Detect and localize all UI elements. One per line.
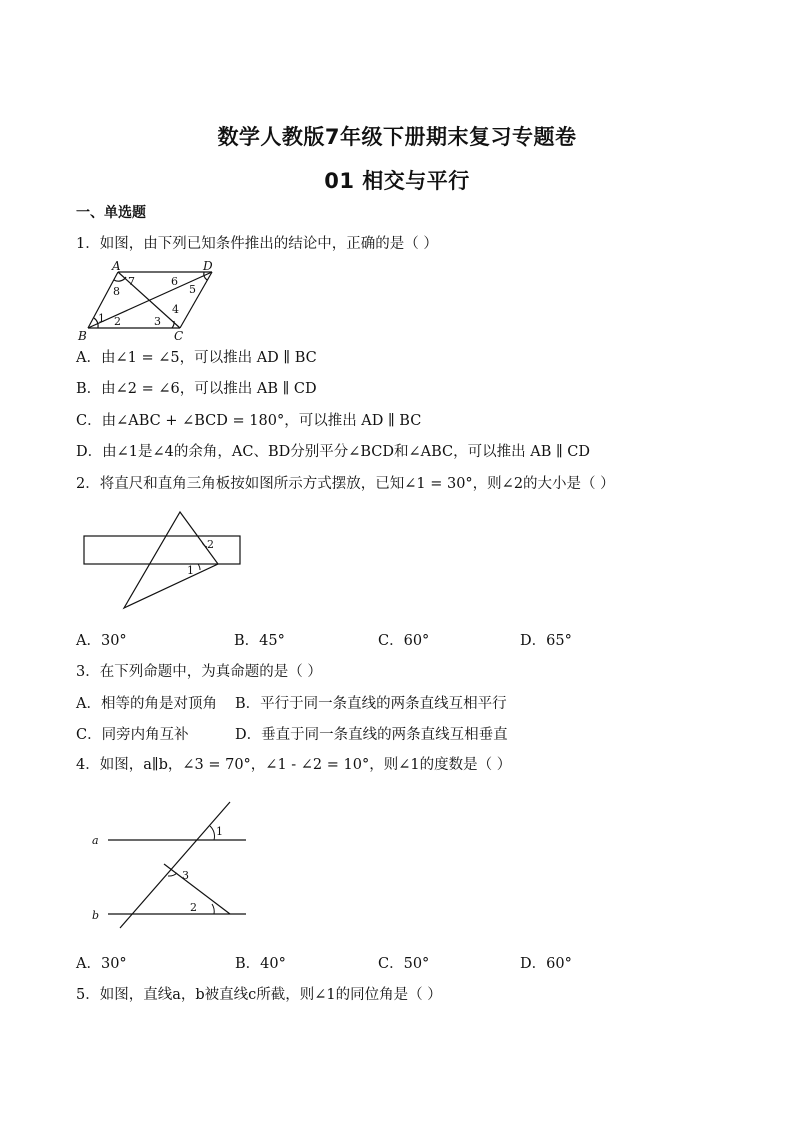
q1-figure (76, 258, 226, 344)
q1-label-c: C (174, 329, 184, 343)
q4-label-3: 3 (182, 869, 189, 882)
q1-option-c: C．由∠ABC + ∠BCD = 180°，可以推出 AD ∥ BC (76, 413, 422, 429)
q1-option-d: D．由∠1是∠4的余角，AC、BD分别平分∠BCD和∠ABC，可以推出 AB ∥ CD (76, 444, 591, 460)
q1-label-4: 4 (172, 303, 179, 316)
q1-arc-d (204, 272, 207, 280)
q1-label-b: B (78, 329, 87, 343)
q1-label-5: 5 (189, 283, 196, 296)
page-subtitle: 01 相交与平行 (324, 169, 470, 193)
q1-label-7: 7 (128, 275, 135, 288)
q2-option-c: C．60° (378, 633, 430, 649)
q2-ruler (84, 536, 240, 564)
q2-option-a: A．30° (76, 633, 127, 649)
q3-option-c: C．同旁内角互补 (76, 727, 189, 743)
q3-option-a: A．相等的角是对顶角 (76, 696, 217, 712)
q3-option-d: D．垂直于同一条直线的两条直线互相垂直 (235, 727, 508, 743)
q4-label-1: 1 (216, 825, 223, 838)
q2-label-1: 1 (187, 564, 194, 577)
q1-label-a: A (112, 259, 121, 273)
q2-stem: 2．将直尺和直角三角板按如图所示方式摆放，已知∠1 = 30°，则∠2的大小是（ ） (76, 476, 615, 492)
q1-label-1: 1 (98, 312, 105, 325)
q2-figure (80, 508, 246, 612)
q4-option-b: B．40° (235, 956, 286, 972)
q4-label-2: 2 (190, 901, 197, 914)
q1-option-b: B．由∠2 = ∠6，可以推出 AB ∥ CD (76, 381, 317, 397)
q5-stem: 5．如图，直线a，b被直线c所截，则∠1的同位角是（ ） (76, 987, 442, 1003)
q4-figure (86, 798, 250, 932)
q2-option-d: D．65° (520, 633, 572, 649)
q2-label-2: 2 (207, 538, 214, 551)
q1-option-a: A．由∠1 = ∠5，可以推出 AD ∥ BC (76, 350, 317, 366)
q1-diagonal-bd (88, 272, 212, 328)
q4-arc-2 (212, 904, 214, 914)
q3-stem: 3．在下列命题中，为真命题的是（ ） (76, 664, 322, 680)
q1-side-dc (180, 272, 212, 328)
q4-option-d: D．60° (520, 956, 572, 972)
q1-label-3: 3 (154, 315, 161, 328)
q2-option-b: B．45° (234, 633, 285, 649)
q1-label-8: 8 (113, 285, 120, 298)
q4-option-a: A．30° (76, 956, 127, 972)
q3-option-b: B．平行于同一条直线的两条直线互相平行 (235, 696, 507, 712)
q1-label-2: 2 (114, 315, 121, 328)
q4-segment (164, 864, 230, 914)
q4-option-c: C．50° (378, 956, 430, 972)
q1-stem: 1．如图，由下列已知条件推出的结论中，正确的是（ ） (76, 236, 438, 252)
section-heading: 一、单选题 (76, 205, 146, 221)
q4-transversal (120, 802, 230, 928)
q4-arc-3 (168, 873, 177, 876)
q4-label-b: b (92, 909, 100, 922)
q4-label-a: a (92, 834, 99, 847)
q4-arc-1 (210, 826, 215, 840)
q4-stem: 4．如图，a∥b，∠3 = 70°，∠1 - ∠2 = 10°，则∠1的度数是（ ） (76, 757, 512, 773)
q1-label-6: 6 (171, 275, 178, 288)
q1-label-d: D (203, 259, 213, 273)
q2-arc-1 (198, 564, 200, 570)
page-title: 数学人教版7年级下册期末复习专题卷 (217, 125, 577, 149)
